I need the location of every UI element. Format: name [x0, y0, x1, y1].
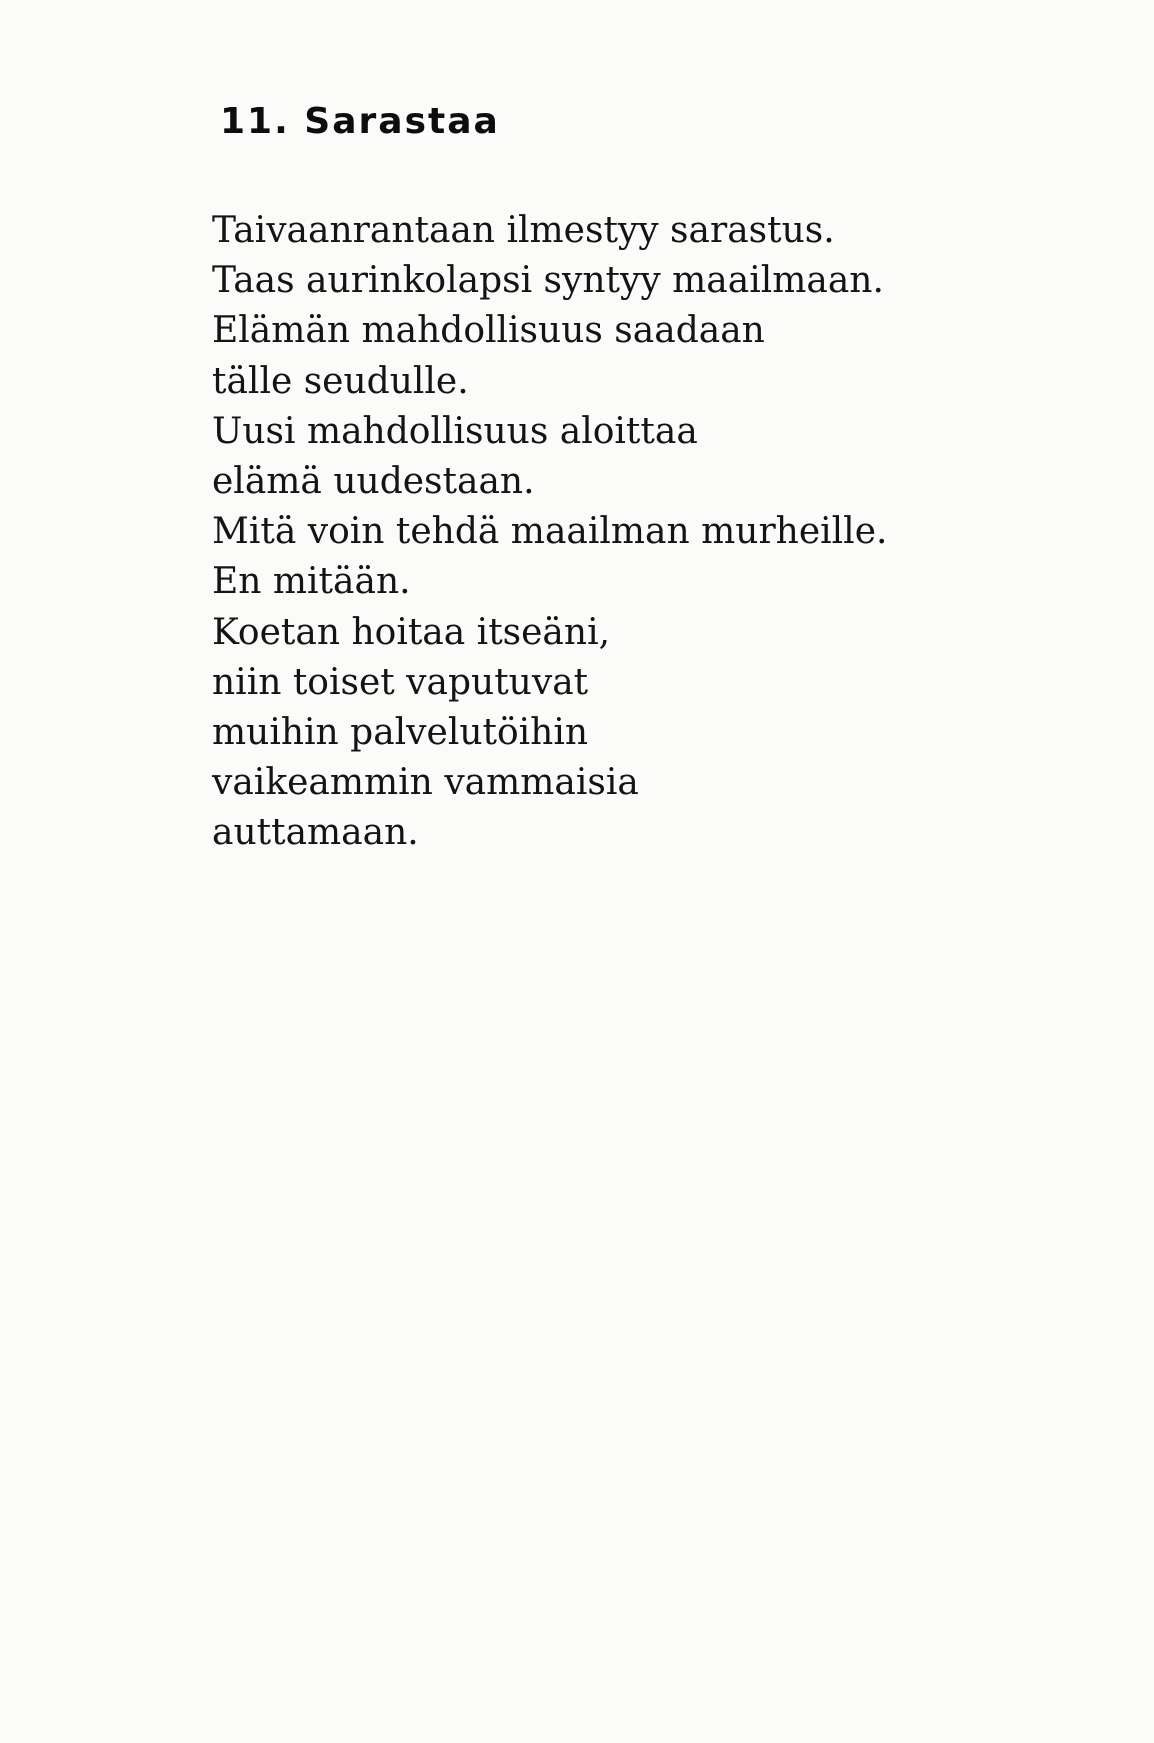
poem-line: Taivaanrantaan ilmestyy sarastus.: [212, 210, 835, 251]
poem-line: Taas aurinkolapsi syntyy maailmaan.: [212, 260, 884, 302]
poem-line: auttamaan.: [212, 812, 419, 854]
poem-line: Elämän mahdollisuus saadaan: [212, 310, 765, 352]
poem-line: muihin palvelutöihin: [212, 712, 589, 754]
poem-line: vaikeammin vammaisia: [212, 762, 639, 804]
poem-line: Uusi mahdollisuus aloittaa: [212, 410, 698, 452]
poem-line: elämä uudestaan.: [212, 461, 535, 503]
chapter-title: 11. Sarastaa: [220, 101, 500, 142]
poem-line: En mitään.: [212, 561, 411, 603]
poem-text: [212, 206, 1092, 859]
poem-line: Koetan hoitaa itseäni,: [212, 611, 611, 653]
poem-line: niin toiset vaputuvat: [212, 661, 589, 703]
poem-line: Mitä voin tehdä maailman murheille.: [212, 511, 888, 553]
poem-line: tälle seudulle.: [212, 360, 469, 402]
page-content: [212, 96, 1092, 859]
